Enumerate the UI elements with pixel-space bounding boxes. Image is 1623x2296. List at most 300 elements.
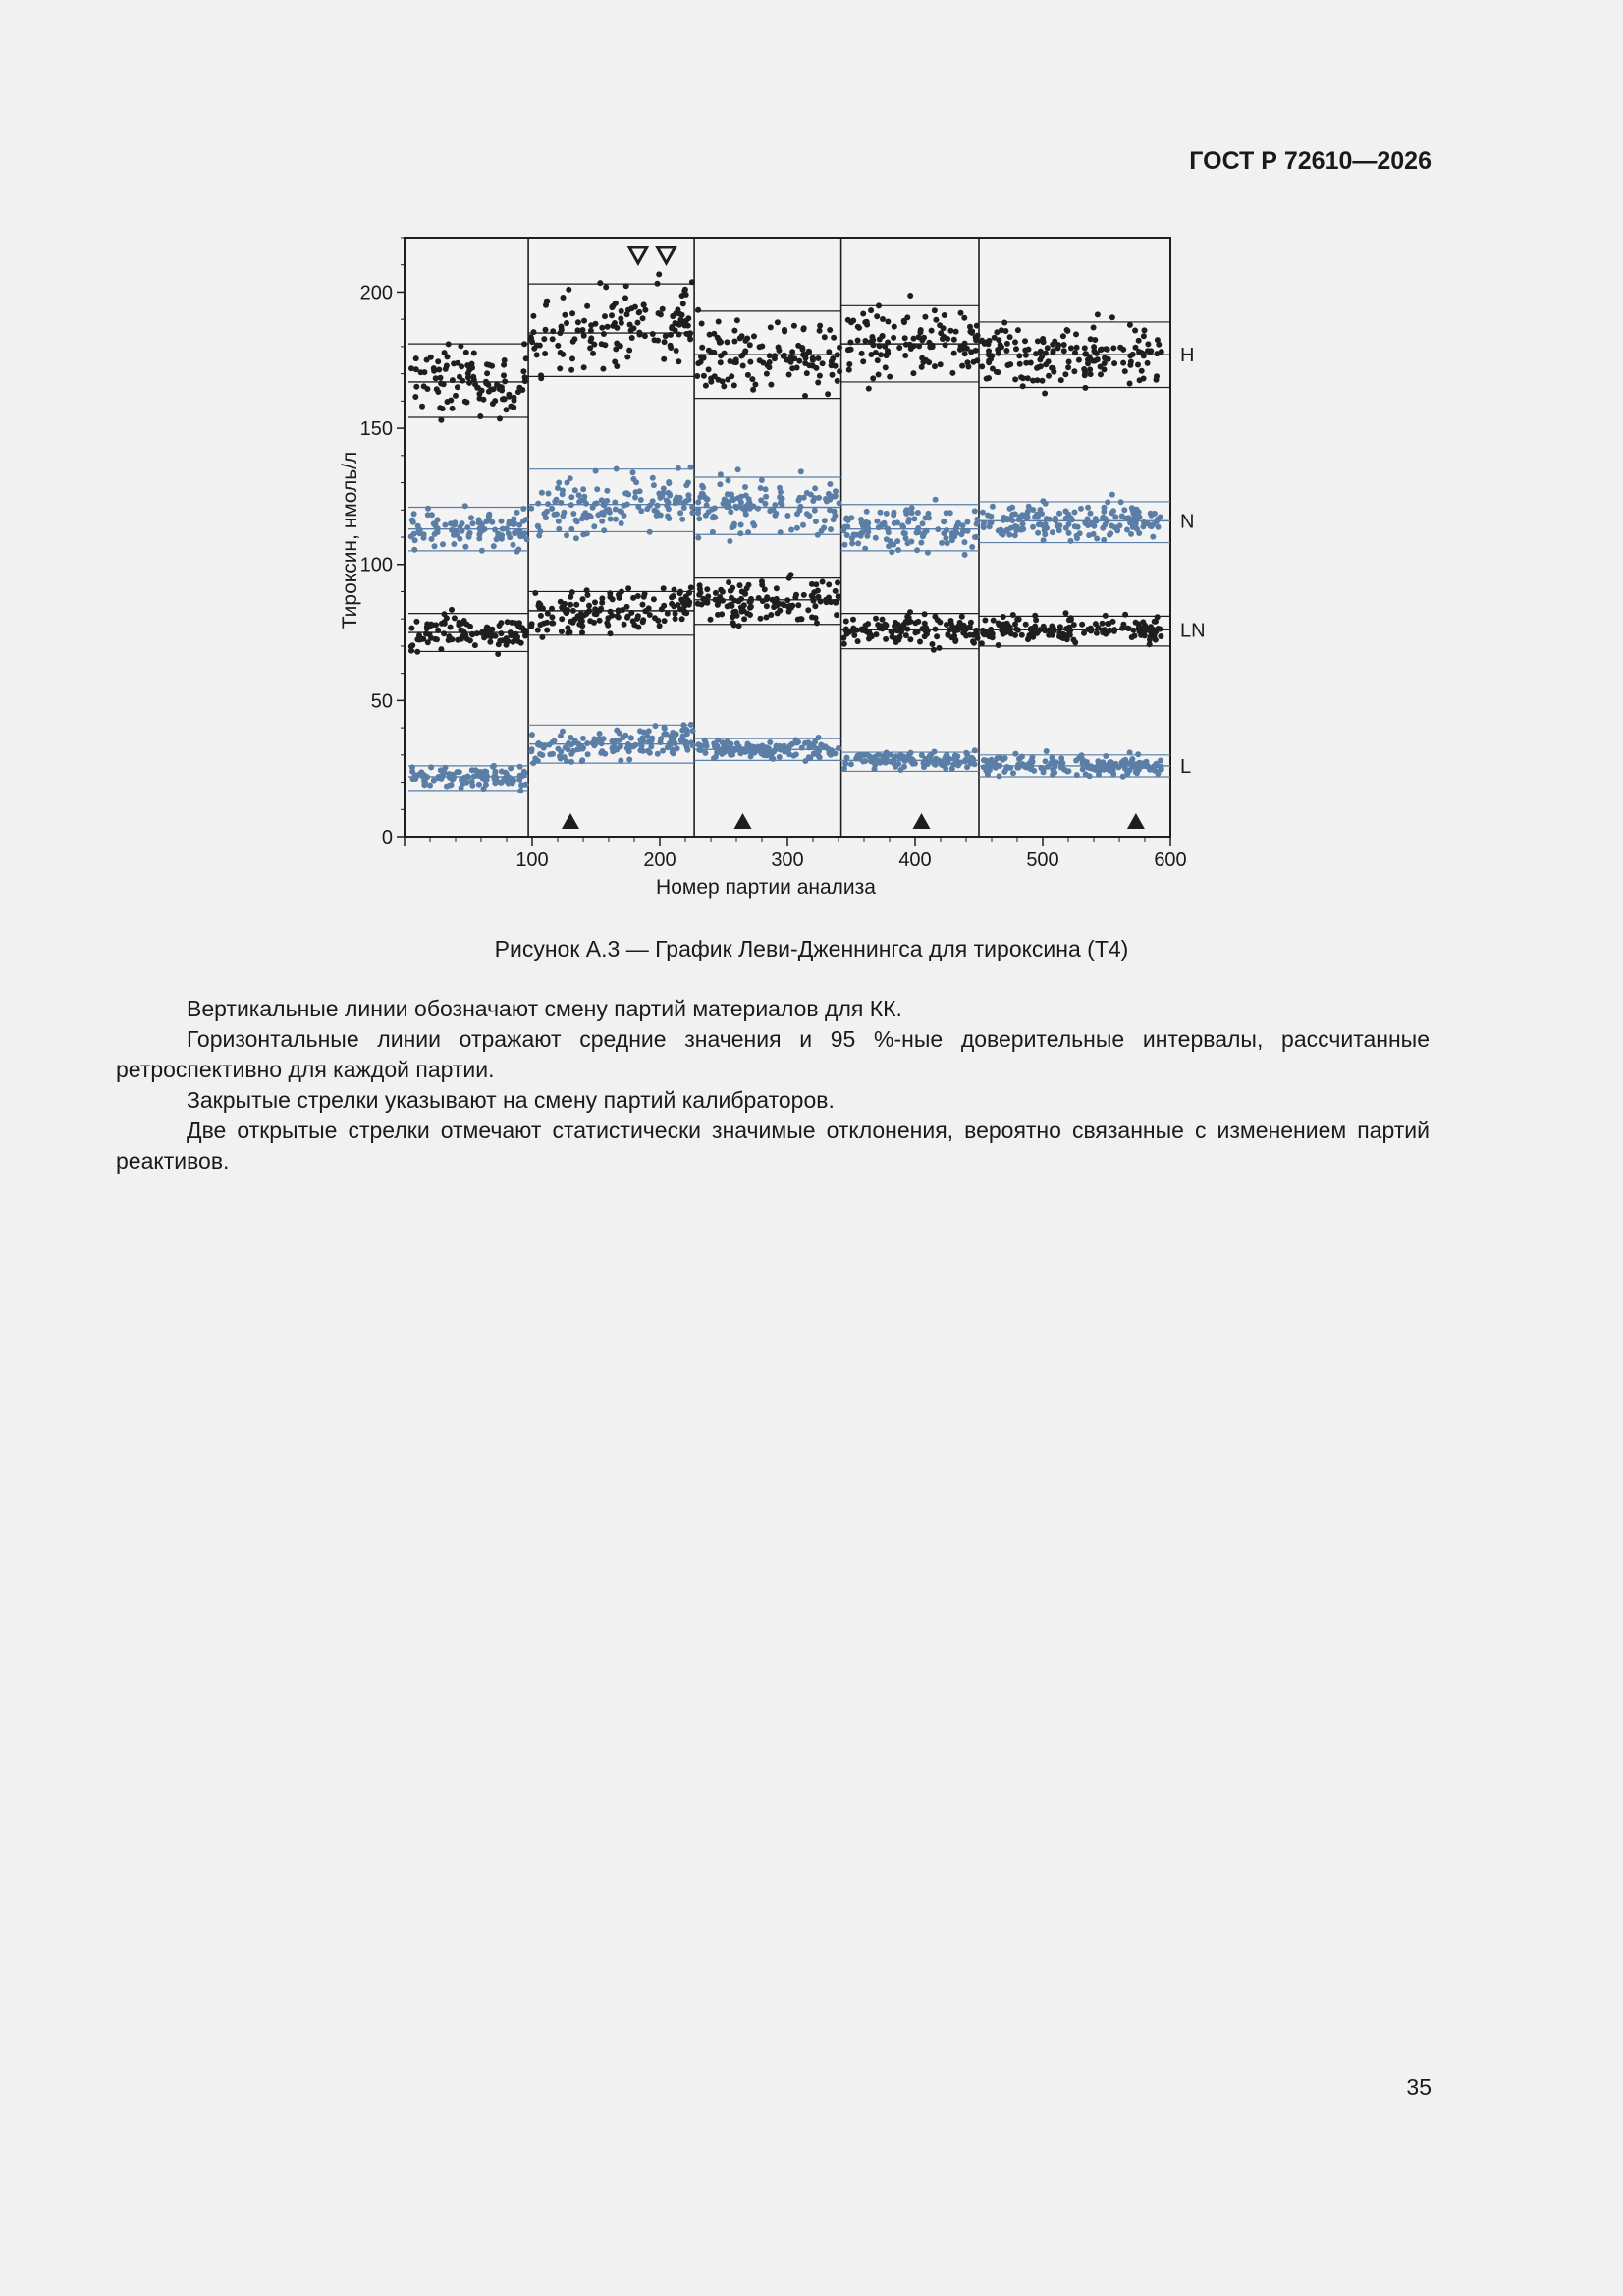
qc-point [677,590,683,596]
qc-point [952,753,958,759]
qc-point [672,587,677,593]
qc-point [676,358,681,364]
qc-point [658,739,664,745]
qc-point [568,367,574,373]
qc-point [883,760,889,766]
qc-point [467,624,473,629]
qc-point [432,531,438,537]
qc-point [910,757,916,763]
qc-point [699,321,705,327]
qc-point [587,345,593,351]
qc-point [499,780,505,786]
qc-point [1151,629,1157,635]
qc-point [640,602,646,608]
qc-point [1037,507,1043,513]
qc-point [438,417,444,423]
qc-point [428,764,434,770]
qc-point [546,491,552,497]
qc-point [758,497,764,503]
qc-point [741,602,747,608]
qc-point [497,386,503,392]
qc-point [679,616,685,622]
qc-point [932,307,938,313]
qc-point [613,301,619,306]
qc-point [451,532,457,538]
qc-point [674,348,679,354]
qc-point [932,363,938,369]
qc-point [894,538,900,544]
qc-point [562,601,568,607]
qc-point [836,593,841,599]
qc-point [848,761,854,767]
qc-point [973,534,979,540]
qc-point [538,613,544,619]
qc-point [584,740,590,746]
qc-point [980,510,986,516]
qc-point [763,486,769,492]
qc-point [1108,530,1113,536]
qc-point [514,510,520,516]
qc-point [768,612,774,618]
qc-point [744,336,750,342]
qc-point [813,615,819,621]
qc-point [947,328,953,334]
qc-point [986,348,992,354]
qc-point [1136,625,1142,630]
qc-point [941,519,947,524]
qc-point [681,608,687,614]
qc-point [1012,339,1018,345]
qc-point [706,348,712,354]
qc-point [1023,360,1029,366]
qc-point [1009,518,1015,523]
qc-point [727,538,732,544]
qc-point [680,738,686,744]
qc-point [572,487,578,493]
qc-point [987,523,993,529]
qc-point [964,359,970,365]
qc-point [868,307,874,313]
qc-point [441,630,447,636]
qc-point [690,728,696,734]
qc-point [576,622,582,628]
qc-point [874,519,880,524]
qc-point [622,622,627,628]
qc-point [925,550,931,556]
qc-point [498,620,504,626]
qc-point [1145,348,1151,354]
qc-point [569,589,575,595]
qc-point [706,509,712,515]
qc-point [500,396,506,402]
qc-point [493,775,499,781]
qc-point [961,630,967,636]
qc-point [1021,763,1027,769]
qc-point [990,630,996,636]
qc-point [798,468,804,474]
qc-point [1074,345,1080,351]
qc-point [732,504,738,510]
qc-point [593,738,599,744]
qc-point [1055,522,1060,528]
qc-point [432,520,438,526]
qc-point [568,494,574,500]
qc-point [1041,767,1047,773]
qc-point [695,741,701,747]
qc-point [894,628,900,633]
qc-point [735,466,741,472]
qc-point [587,618,593,624]
qc-point [767,359,773,365]
qc-point [613,517,619,522]
qc-point [1127,381,1133,387]
qc-point [498,630,504,636]
qc-point [825,391,831,397]
qc-point [1065,364,1071,370]
qc-point [629,305,635,311]
qc-point [445,399,451,405]
qc-point [655,751,661,757]
qc-point [969,330,975,336]
qc-point [859,520,865,526]
qc-point [761,752,767,758]
qc-point [668,343,674,349]
qc-point [802,360,808,366]
qc-point [1144,759,1150,765]
qc-point [673,611,678,617]
x-tick-label: 500 [1026,849,1059,871]
qc-point [628,328,634,334]
qc-point [468,515,474,520]
qc-point [903,632,909,638]
qc-point [881,520,887,526]
qc-point [559,629,565,634]
qc-point [920,520,926,526]
qc-point [883,636,889,642]
qc-point [666,490,672,496]
qc-point [1072,510,1078,516]
qc-point [885,319,891,325]
qc-point [1023,622,1029,628]
y-axis-label: Тироксин, нмоль/л [339,451,361,629]
qc-point [518,640,524,646]
qc-point [679,517,685,522]
qc-point [550,328,556,334]
qc-point [855,324,861,330]
qc-point [788,572,794,577]
qc-point [718,339,724,345]
qc-point [1025,515,1031,520]
x-tick-label: 200 [643,849,676,871]
qc-point [923,625,929,630]
qc-point [642,307,648,313]
qc-point [1094,519,1100,524]
qc-point [952,638,958,644]
qc-point [999,327,1004,333]
qc-point [903,342,909,348]
qc-point [996,621,1001,627]
qc-point [878,352,884,357]
qc-point [1136,338,1142,344]
qc-point [632,742,638,748]
qc-point [734,317,740,323]
qc-point [438,646,444,652]
qc-point [683,482,689,488]
qc-point [994,369,1000,375]
qc-point [726,477,731,483]
qc-point [1040,498,1046,504]
qc-point [512,520,517,526]
qc-point [425,639,431,645]
qc-point [1030,507,1036,513]
qc-point [1066,359,1072,365]
qc-point [658,513,664,519]
qc-point [570,511,576,517]
qc-point [816,594,822,600]
qc-point [728,752,733,758]
qc-point [901,764,907,770]
qc-point [575,319,581,325]
qc-point [1012,751,1018,757]
qc-point [1015,327,1021,333]
qc-point [573,535,579,541]
qc-point [573,602,579,608]
qc-point [1005,362,1011,368]
qc-point [600,366,606,372]
qc-point [1120,758,1126,764]
qc-point [988,514,994,519]
qc-point [413,366,419,372]
qc-point [686,497,692,503]
qc-point [470,520,476,526]
qc-point [618,758,623,764]
qc-point [880,753,886,759]
qc-point [914,547,920,553]
figure-caption: Рисунок А.3 — График Леви-Дженнингса для тироксина (Т4) [494,936,1129,961]
x-axis-label: Номер партии анализа [656,876,876,899]
qc-point [656,310,662,316]
qc-point [723,497,729,503]
qc-point [619,520,624,526]
qc-point [679,728,685,734]
qc-point [439,776,445,782]
qc-point [855,638,861,644]
qc-point [918,540,924,546]
qc-point [1019,632,1025,638]
qc-point [883,364,889,370]
qc-point [892,520,897,526]
qc-point [427,631,433,637]
qc-point [513,620,518,626]
qc-point [659,606,665,612]
qc-point [793,592,799,598]
qc-point [897,634,903,640]
qc-point [1134,770,1140,776]
qc-point [834,612,839,618]
qc-point [438,381,444,387]
qc-point [741,616,747,622]
qc-point [1121,507,1127,513]
qc-point [1124,527,1130,533]
qc-point [718,359,724,365]
qc-point [614,341,620,347]
qc-point [592,501,598,507]
qc-point [455,360,460,366]
qc-point [980,628,986,633]
document-code: ГОСТ Р 72610—2026 [1189,147,1432,175]
qc-point [561,510,567,516]
qc-point [937,645,943,651]
qc-point [556,480,562,486]
qc-point [568,759,574,765]
qc-point [630,469,636,475]
qc-point [491,763,497,769]
qc-point [1028,626,1034,631]
qc-point [869,334,875,340]
qc-point [802,393,808,399]
qc-point [1058,377,1064,383]
qc-point [432,543,438,549]
qc-point [1061,342,1067,348]
qc-point [505,779,511,785]
qc-point [1016,617,1022,623]
series-label: N [1180,511,1195,533]
qc-point [531,346,537,352]
qc-point [689,510,695,516]
qc-point [895,761,901,767]
qc-point [455,384,460,390]
qc-point [695,510,701,516]
qc-point [486,518,492,523]
qc-point [1002,755,1008,761]
qc-point [827,750,833,756]
y-tick-label: 200 [359,282,393,304]
qc-point [669,594,675,600]
qc-point [788,605,794,611]
qc-point [562,312,568,318]
qc-point [566,287,571,293]
qc-point [1135,751,1141,757]
qc-point [1109,492,1115,498]
qc-point [601,527,607,533]
qc-point [474,630,480,636]
qc-point [962,539,968,545]
paragraph: Две открытые стрелки отмечают статистически значимые отклонения, вероятно связанные с изменением партий реактивов. [116,1118,1430,1174]
qc-point [578,743,584,749]
qc-point [522,633,528,639]
qc-point [550,336,556,342]
qc-point [759,578,765,584]
qc-point [731,382,737,388]
qc-point [453,393,459,399]
qc-point [922,314,928,320]
qc-point [910,370,916,376]
y-tick-label: 150 [359,418,393,441]
qc-point [521,769,527,775]
qc-point [436,367,442,373]
qc-point [1068,538,1074,544]
qc-point [633,489,639,495]
qc-point [1073,758,1079,764]
qc-point [889,549,894,555]
qc-point [427,783,433,789]
qc-point [515,547,521,553]
qc-point [581,498,587,504]
qc-point [763,494,769,500]
qc-point [477,413,483,419]
qc-point [1111,360,1117,366]
qc-point [864,628,870,633]
qc-point [1060,333,1066,339]
qc-point [512,395,517,401]
qc-point [452,615,458,621]
qc-point [722,351,728,356]
qc-point [1088,521,1094,527]
qc-point [601,331,607,337]
qc-point [477,525,483,531]
qc-point [832,513,838,519]
qc-point [676,311,682,317]
qc-point [1001,532,1006,538]
qc-point [726,579,731,585]
qc-point [537,751,543,757]
qc-point [778,529,784,535]
qc-point [1050,767,1055,773]
qc-point [935,526,941,532]
qc-point [812,603,818,609]
qc-point [442,522,448,528]
qc-point [1156,524,1162,530]
qc-point [640,619,646,625]
qc-point [732,609,738,615]
qc-point [619,589,624,595]
qc-point [908,539,914,545]
qc-point [801,495,807,501]
qc-point [1106,356,1111,362]
qc-point [958,310,964,316]
qc-point [668,741,674,747]
qc-point [1126,626,1132,631]
qc-point [549,506,555,512]
qc-point [504,635,510,641]
qc-point [653,723,659,729]
qc-point [635,320,641,326]
qc-point [937,322,943,328]
qc-point [517,764,523,770]
qc-point [657,623,663,629]
qc-point [872,766,878,772]
qc-point [1050,529,1055,535]
qc-point [745,372,751,378]
qc-point [991,761,997,767]
qc-point [1062,371,1068,377]
qc-point [860,759,866,765]
qc-point [489,632,495,638]
qc-point [1009,512,1015,518]
qc-point [742,350,748,355]
qc-point [537,343,543,349]
qc-point [795,602,801,608]
qc-point [523,782,529,788]
qc-point [624,355,630,360]
qc-point [434,636,440,642]
qc-point [973,337,979,343]
qc-point [604,488,610,494]
qc-point [544,620,550,626]
qc-point [580,486,586,492]
qc-point [799,616,805,622]
qc-point [1078,506,1084,512]
